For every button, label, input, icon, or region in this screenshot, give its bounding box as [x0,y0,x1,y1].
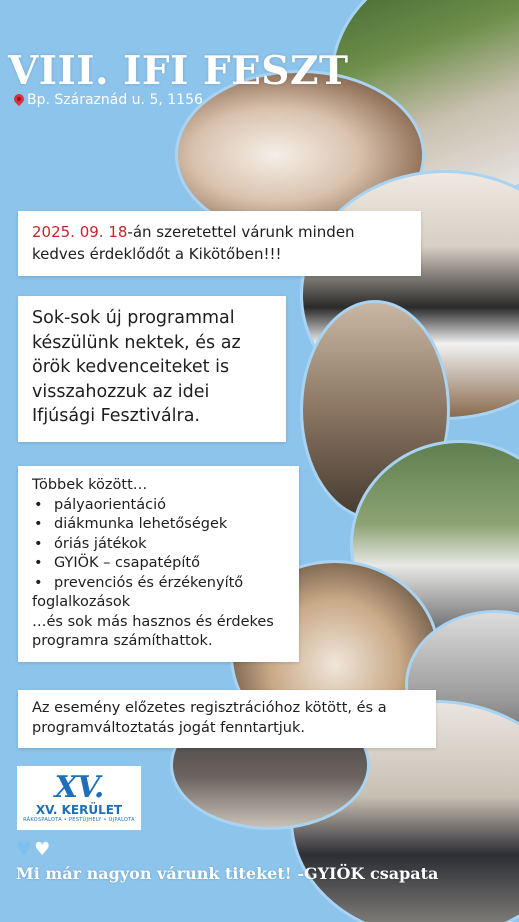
event-address [14,92,203,108]
program-line: készülünk nektek, és az [32,332,241,353]
activities-outro-2: programra számíthattok. [32,633,213,649]
program-card [18,296,286,442]
list-item: • GYIÖK – csapatépítő [32,554,285,574]
program-line: visszahozzuk az idei [32,381,210,402]
program-line: Sok-sok új programmal [32,308,235,328]
footer-message: Mi már nagyon várunk titeket! -GYIÖK csapata [16,864,439,883]
intro-text-1: -án szeretettel várunk minden [127,223,355,241]
list-item: • diákmunka lehetőségek [32,515,285,535]
page-title: VIII. IFI FESZT [8,48,349,94]
logo-subtitle: RÁKOSPALOTA • PESTÚJHELY • ÚJPALOTA [23,816,135,823]
address-text: Bp. Száraznád u. 5, 1156 [27,92,203,108]
event-date: 2025. 09. 18 [32,223,128,241]
notice-line-1: Az esemény előzetes regisztrációhoz kötött, és a [32,700,387,716]
list-item-continuation: foglalkozások [32,594,131,610]
pin-icon [14,94,24,107]
notice-line-2: programváltoztatás jogát fenntartjuk. [32,720,305,736]
intro-text-2: kedves érdeklődőt a Kikötőben!!! [32,245,282,263]
activities-outro-1: …és sok más hasznos és érdekes [32,613,274,630]
logo-mark: XV. [54,769,104,805]
hearts [16,840,50,860]
program-line: örök kedvenceiteket is [32,357,230,377]
blue-heart-icon: ♥ [16,839,33,860]
activities-card [18,466,299,662]
activities-intro: Többek között… [32,477,148,493]
program-line: Ifjúsági Fesztiválra. [32,406,200,426]
list-item: • prevenciós és érzékenyítő [32,574,285,594]
list-item: • óriás játékok [32,535,285,555]
logo-name: XV. KERÜLET [35,802,123,817]
white-heart-icon: ♥ [34,839,51,860]
intro-card [18,211,421,276]
district-logo [17,766,141,830]
list-item: • pályaorientáció [32,496,285,516]
activities-list [32,496,285,594]
notice-card [18,690,436,748]
